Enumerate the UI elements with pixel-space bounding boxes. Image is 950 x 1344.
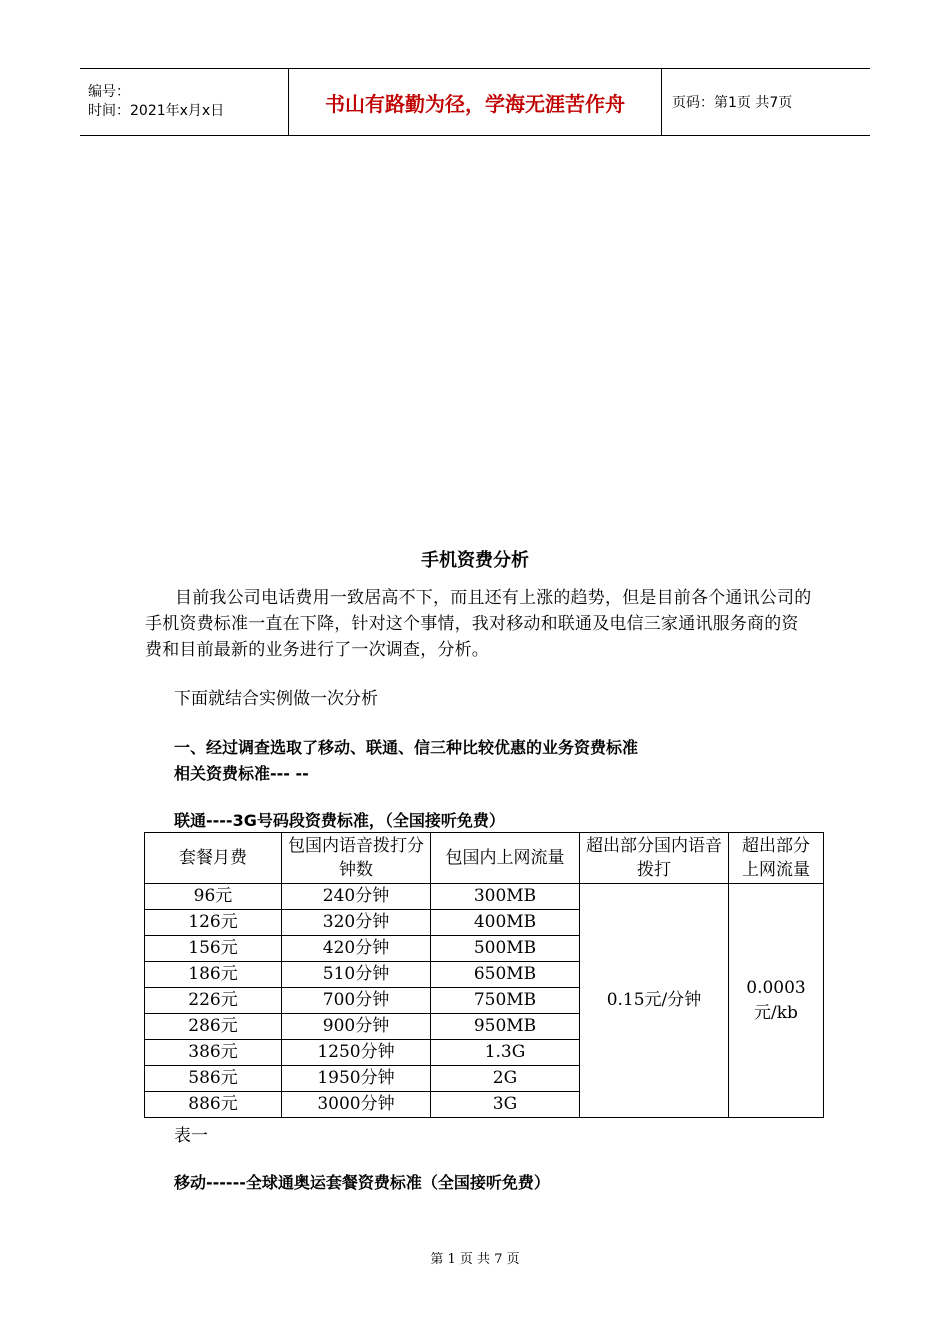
header-page-number: 页码：第1页 共7页 bbox=[662, 69, 871, 136]
header-voice-minutes: 包国内语音拨打分钟数 bbox=[282, 833, 431, 884]
unicom-fee-table bbox=[144, 832, 824, 1118]
cell-voice-minutes: 3000分钟 bbox=[282, 1092, 431, 1118]
cell-data-quota: 2G bbox=[431, 1066, 580, 1092]
mobile-heading: 移动------全球通奥运套餐资费标准（全国接听免费） bbox=[174, 1173, 550, 1192]
page-header bbox=[80, 68, 870, 136]
header-meta bbox=[80, 69, 289, 136]
cell-voice-minutes: 1250分钟 bbox=[282, 1040, 431, 1066]
section1-subheading: 相关资费标准--- -- bbox=[174, 764, 309, 783]
cell-monthly-fee: 886元 bbox=[145, 1092, 282, 1118]
cell-voice-minutes: 700分钟 bbox=[282, 988, 431, 1014]
cell-overage-data: 0.0003元/kb bbox=[729, 884, 824, 1118]
section1-heading: 一、经过调查选取了移动、联通、信三种比较优惠的业务资费标准 bbox=[174, 738, 639, 757]
cell-data-quota: 300MB bbox=[431, 884, 580, 910]
cell-voice-minutes: 240分钟 bbox=[282, 884, 431, 910]
cell-monthly-fee: 386元 bbox=[145, 1040, 282, 1066]
cell-data-quota: 650MB bbox=[431, 962, 580, 988]
cell-voice-minutes: 320分钟 bbox=[282, 910, 431, 936]
unicom-heading: 联通----3G号码段资费标准，（全国接听免费） bbox=[174, 811, 505, 830]
cell-data-quota: 400MB bbox=[431, 910, 580, 936]
cell-data-quota: 500MB bbox=[431, 936, 580, 962]
cell-data-quota: 750MB bbox=[431, 988, 580, 1014]
table-header-row bbox=[145, 833, 824, 884]
cell-monthly-fee: 96元 bbox=[145, 884, 282, 910]
cell-monthly-fee: 126元 bbox=[145, 910, 282, 936]
header-overage-voice: 超出部分国内语音拨打 bbox=[580, 833, 729, 884]
cell-voice-minutes: 1950分钟 bbox=[282, 1066, 431, 1092]
cell-voice-minutes: 510分钟 bbox=[282, 962, 431, 988]
analysis-line: 下面就结合实例做一次分析 bbox=[174, 689, 378, 709]
cell-overage-voice: 0.15元/分钟 bbox=[580, 884, 729, 1118]
table-caption: 表一 bbox=[174, 1126, 208, 1146]
header-number: 编号： bbox=[88, 84, 130, 100]
cell-data-quota: 3G bbox=[431, 1092, 580, 1118]
cell-monthly-fee: 286元 bbox=[145, 1014, 282, 1040]
cell-monthly-fee: 226元 bbox=[145, 988, 282, 1014]
cell-monthly-fee: 186元 bbox=[145, 962, 282, 988]
page-footer: 第 1 页 共 7 页 bbox=[430, 1252, 520, 1267]
table-row bbox=[145, 884, 824, 910]
cell-data-quota: 1.3G bbox=[431, 1040, 580, 1066]
header-overage-data: 超出部分上网流量 bbox=[729, 833, 824, 884]
cell-monthly-fee: 586元 bbox=[145, 1066, 282, 1092]
intro-paragraph: 目前我公司电话费用一致居高不下，而且还有上涨的趋势，但是目前各个通讯公司的手机资费标准一直在下降，针对这个事情，我对移动和联通及电信三家通讯服务商的资费和目前最新的业务进行了一次调查，分析。 bbox=[145, 588, 812, 660]
header-time: 时间：2021年x月x日 bbox=[88, 103, 225, 119]
cell-data-quota: 950MB bbox=[431, 1014, 580, 1040]
document-title: 手机资费分析 bbox=[421, 550, 529, 571]
cell-voice-minutes: 900分钟 bbox=[282, 1014, 431, 1040]
header-data-quota: 包国内上网流量 bbox=[431, 833, 580, 884]
cell-voice-minutes: 420分钟 bbox=[282, 936, 431, 962]
header-monthly-fee: 套餐月费 bbox=[145, 833, 282, 884]
cell-monthly-fee: 156元 bbox=[145, 936, 282, 962]
header-motto: 书山有路勤为径，学海无涯苦作舟 bbox=[289, 69, 662, 136]
